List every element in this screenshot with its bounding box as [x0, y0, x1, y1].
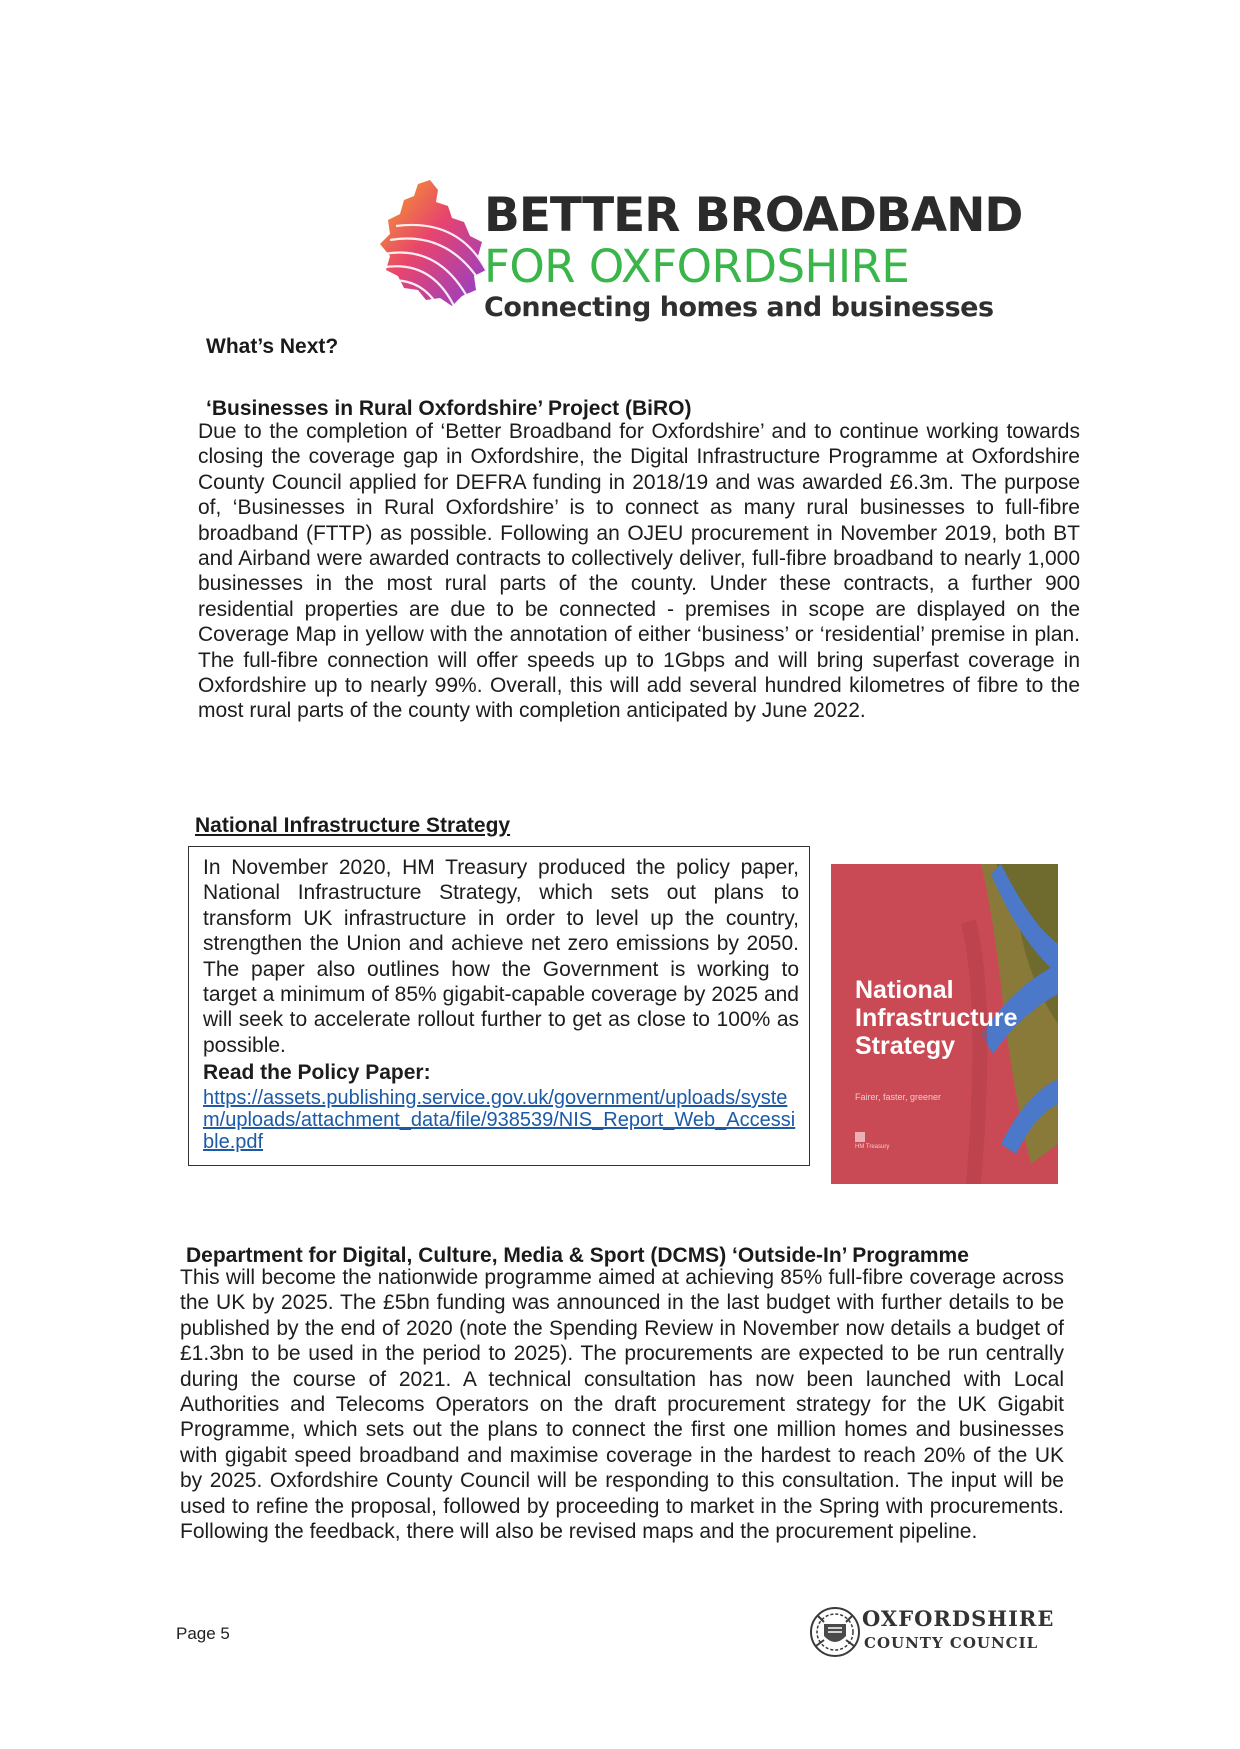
council-name: OXFORDSHIRE	[862, 1606, 1055, 1631]
whats-next-heading: What’s Next?	[206, 335, 339, 358]
oxfordshire-map-icon	[378, 178, 488, 308]
read-policy-label: Read the Policy Paper:	[203, 1061, 431, 1084]
council-crest-icon	[806, 1602, 864, 1662]
nis-paragraph: In November 2020, HM Treasury produced the policy paper, National Infrastructure Strategy, which sets out plans to transform UK infrastructure in order to level up the country, strengthen the Union and achieve net zero emissions by 2050. The paper also outlines how the Government is working to target a minimum of 85% gigabit-capable coverage by 2025 and will seek to accelerate rollout further to get as close to 100% as possible.	[203, 856, 799, 1057]
logo-tagline: Connecting homes and businesses	[484, 292, 994, 323]
logo-subtitle: FOR OXFORDSHIRE	[484, 240, 910, 293]
policy-paper-link[interactable]: https://assets.publishing.service.gov.uk/government/uploads/system/uploads/attachment_data/file/938539/NIS_Report_Web_Accessible.pdf	[203, 1087, 796, 1153]
cover-footer: HM Treasury	[855, 1144, 890, 1150]
nis-cover-image	[831, 864, 1058, 1184]
dcms-heading: Department for Digital, Culture, Media & Sport (DCMS) ‘Outside-In’ Programme	[186, 1244, 969, 1267]
council-logo	[806, 1602, 1066, 1662]
council-subname: COUNTY COUNCIL	[864, 1634, 1039, 1652]
nis-heading: National Infrastructure Strategy	[195, 814, 511, 837]
dcms-paragraph: This will become the nationwide programme aimed at achieving 85% full-fibre coverage across the UK by 2025. The £5bn funding was announced in the last budget with further details to be published by the end of 2020 (note the Spending Review in November now details a budget of £1.3bn to be used in the period to 2025). The procurements are expected to be run centrally during the course of 2021. A technical consultation has now been launched with Local Authorities and Telecoms Operators on the draft procurement strategy for the UK Gigabit Programme, which sets out the plans to connect the first one million homes and businesses with gigabit speed broadband and maximise coverage in the hardest to reach 20% of the UK by 2025. Oxfordshire County Council will be responding to this consultation. The input will be used to refine the proposal, followed by proceeding to market in the Spring with procurements. Following the feedback, there will also be revised maps and the procurement pipeline.	[180, 1266, 1064, 1544]
page-number: Page 5	[176, 1624, 230, 1643]
cover-subtitle: Fairer, faster, greener	[855, 1092, 942, 1102]
nis-text-box	[188, 846, 810, 1166]
better-broadband-logo	[378, 178, 1023, 328]
biro-heading: ‘Businesses in Rural Oxfordshire’ Project (BiRO)	[206, 397, 692, 420]
cover-title: National Infrastructure Strategy	[855, 976, 1018, 1060]
biro-paragraph: Due to the completion of ‘Better Broadband for Oxfordshire’ and to continue working towards closing the coverage gap in Oxfordshire, the Digital Infrastructure Programme at Oxfordshire County Council applied for DEFRA funding in 2018/19 and was awarded £6.3m. The purpose of, ‘Businesses in Rural Oxfordshire’ is to connect as many rural businesses to full-fibre broadband (FTTP) as possible. Following an OJEU procurement in November 2019, both BT and Airband were awarded contracts to collectively deliver, full-fibre broadband to nearly 1,000 businesses in the most rural parts of the county. Under these contracts, a further 900 residential properties are due to be connected - premises in scope are displayed on the Coverage Map in yellow with the annotation of either ‘business’ or ‘residential’ premise in plan. The full-fibre connection will offer speeds up to 1Gbps and will bring superfast coverage in Oxfordshire up to nearly 99%. Overall, this will add several hundred kilometres of fibre to the most rural parts of the county with completion anticipated by June 2022.	[198, 420, 1080, 723]
logo-title: BETTER BROADBAND	[484, 188, 1023, 243]
